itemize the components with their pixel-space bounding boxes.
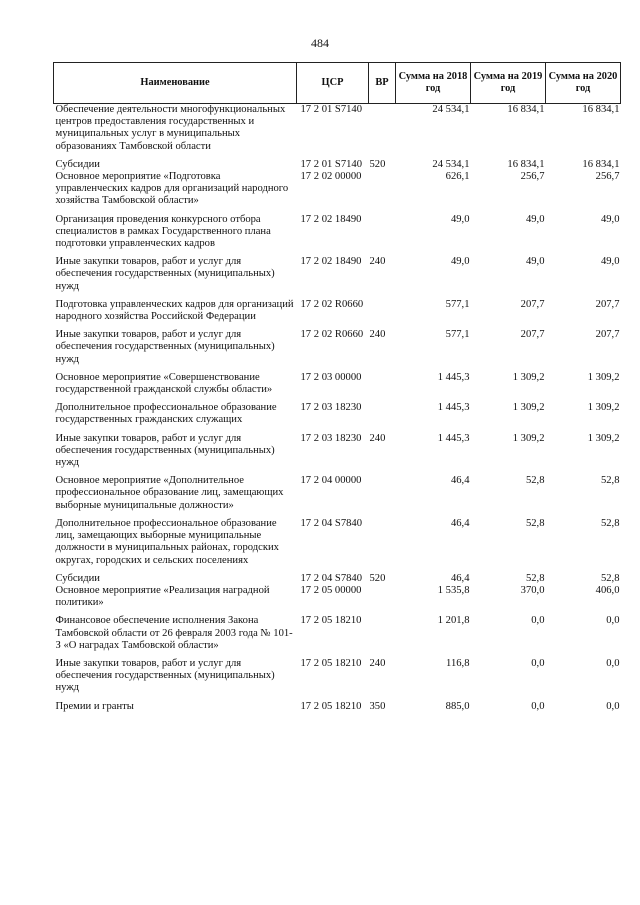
table-row [54,573,621,585]
row-name: Финансовое обеспечение исполнения Закона Тамбовской области от 26 февраля 2003 года № 101-З «О наградах Тамбовской области» [55,615,293,651]
row-csr: 17 2 05 00000 [300,584,362,596]
row-sum-2018: 1 445,3 [437,432,470,444]
table-row [54,402,621,432]
header-vr: ВР [369,63,396,104]
row-sum-2020: 1 309,2 [587,371,620,383]
row-name: Иные закупки товаров, работ и услуг для обеспечения государственных (муниципальных) нужд [55,432,275,469]
row-name: Организация проведения конкурсного отбора специалистов в рамках Государственного плана подготовки управленческих кадров [55,213,271,250]
row-vr [369,372,396,402]
row-csr: 17 2 04 S7840 [300,517,363,529]
row-sum-2020: 52,8 [600,475,620,487]
table-row [54,475,621,518]
row-sum-2020: 0,0 [606,615,620,627]
row-vr [369,475,396,518]
row-sum-2019: 16 834,1 [507,158,545,170]
row-sum-2020: 16 834,1 [582,104,620,115]
row-sum-2019: 256,7 [520,171,545,183]
row-sum-2019: 52,8 [525,475,545,487]
row-sum-2018: 49,0 [450,256,470,268]
row-csr: 17 2 02 R0660 [300,298,364,310]
table-header-row [54,63,621,104]
row-csr: 17 2 04 S7840 [300,572,363,584]
budget-table [53,62,621,719]
row-vr: 240 [369,432,386,444]
row-sum-2019: 52,8 [525,517,545,529]
row-vr [369,585,396,615]
row-vr: 240 [369,256,386,268]
row-name: Обеспечение деятельности многофункциональных центров предоставления государственных и муниципальных услуг в муниципальных образованиях Тамбовской области [55,104,286,152]
row-name: Субсидии [55,158,100,170]
row-name: Подготовка управленческих кадров для организаций народного хозяйства Российской Федерации [55,298,294,323]
row-vr: 350 [369,700,386,712]
row-sum-2019: 1 309,2 [512,371,545,383]
row-vr: 240 [369,329,386,341]
row-name: Основное мероприятие «Подготовка управленческих кадров для организаций народного хозяйства Тамбовской области» [55,171,289,207]
row-csr: 17 2 04 00000 [300,475,362,487]
row-sum-2018: 116,8 [446,657,470,669]
header-sum-2018: Сумма на 2018 год [396,63,471,104]
table-row [54,372,621,402]
row-sum-2019: 0,0 [531,700,545,712]
row-sum-2020: 406,0 [595,584,620,596]
row-sum-2018: 626,1 [445,171,470,183]
row-sum-2018: 577,1 [445,298,470,310]
row-csr: 17 2 01 S7140 [300,104,363,115]
row-sum-2018: 46,4 [450,475,470,487]
row-name: Дополнительное профессиональное образование лиц, замещающих выборные муниципальные должности в муниципальных районах, городских округах, городских и сельских поселениях [55,517,279,566]
header-sum-2020: Сумма на 2020 год [546,63,621,104]
row-vr [369,615,396,658]
row-name: Дополнительное профессиональное образование государственных гражданских служащих [55,402,277,426]
row-vr [369,104,396,159]
row-vr [369,214,396,257]
table-body [54,104,621,719]
row-name: Субсидии [55,572,100,584]
row-sum-2019: 1 309,2 [512,432,545,444]
row-sum-2018: 1 201,8 [437,615,470,627]
table-row [54,518,621,573]
table-row [54,214,621,257]
row-sum-2019: 49,0 [525,213,545,225]
row-sum-2018: 577,1 [445,329,470,341]
row-sum-2020: 49,0 [600,213,620,225]
row-sum-2019: 49,0 [525,256,545,268]
row-sum-2018: 885,0 [445,700,470,712]
row-csr: 17 2 02 R0660 [300,329,364,341]
row-sum-2019: 0,0 [531,657,545,669]
page-number: 484 [311,36,329,50]
row-vr [369,402,396,432]
row-csr: 17 2 02 18490 [300,256,362,268]
row-vr: 240 [369,657,386,669]
row-sum-2019: 52,8 [525,572,545,584]
table-row [54,256,621,299]
header-csr: ЦСР [297,63,369,104]
row-name: Основное мероприятие «Совершенствование государственной гражданской службы области» [55,371,273,396]
row-name: Основное мероприятие «Дополнительное профессиональное образование лиц, замещающих выборные муниципальные должности» [55,475,284,511]
row-sum-2018: 49,0 [450,213,470,225]
row-sum-2018: 24 534,1 [432,158,470,170]
row-sum-2018: 1 535,8 [437,584,470,596]
table-row [54,615,621,658]
row-csr: 17 2 01 S7140 [300,158,363,170]
row-sum-2019: 16 834,1 [507,104,545,115]
row-sum-2020: 0,0 [606,700,620,712]
row-name: Премии и гранты [55,700,134,712]
row-csr: 17 2 05 18210 [300,657,362,669]
row-sum-2020: 16 834,1 [582,158,620,170]
row-vr [369,518,396,573]
row-name: Иные закупки товаров, работ и услуг для обеспечения государственных (муниципальных) нужд [55,657,275,694]
row-csr: 17 2 02 18490 [300,213,362,225]
row-csr: 17 2 02 00000 [300,171,362,183]
row-sum-2019: 207,7 [520,298,545,310]
row-name: Основное мероприятие «Реализация наградной политики» [55,584,270,609]
row-sum-2020: 207,7 [595,298,620,310]
table-row [54,701,621,719]
table-row [54,585,621,615]
table-row [54,329,621,372]
header-name: Наименование [54,63,297,104]
row-csr: 17 2 05 18210 [300,700,362,712]
row-name: Иные закупки товаров, работ и услуг для обеспечения государственных (муниципальных) нужд [55,329,275,365]
row-sum-2020: 1 309,2 [587,402,620,414]
row-name: Иные закупки товаров, работ и услуг для обеспечения государственных (муниципальных) нужд [55,256,275,292]
row-sum-2020: 52,8 [600,572,620,584]
row-sum-2019: 1 309,2 [512,402,545,414]
row-csr: 17 2 03 18230 [300,402,362,414]
table-row [54,159,621,171]
row-sum-2018: 1 445,3 [437,371,470,383]
row-sum-2020: 49,0 [600,256,620,268]
table-row [54,433,621,476]
row-sum-2019: 207,7 [520,329,545,341]
table-row [54,171,621,214]
row-sum-2018: 46,4 [450,517,470,529]
row-sum-2018: 46,4 [450,572,470,584]
row-vr: 520 [369,572,386,584]
row-sum-2020: 207,7 [595,329,620,341]
table-row [54,658,621,701]
row-sum-2020: 0,0 [606,657,620,669]
row-sum-2020: 52,8 [600,517,620,529]
row-csr: 17 2 05 18210 [300,615,362,627]
row-csr: 17 2 03 00000 [300,371,362,383]
row-vr [369,299,396,329]
table-row [54,299,621,329]
row-csr: 17 2 03 18230 [300,432,362,444]
row-vr [369,171,396,214]
header-sum-2019: Сумма на 2019 год [471,63,546,104]
row-sum-2018: 24 534,1 [432,104,470,115]
row-sum-2019: 370,0 [520,584,545,596]
row-sum-2018: 1 445,3 [437,402,470,414]
table-row [54,104,621,159]
row-vr: 520 [369,158,386,170]
row-sum-2019: 0,0 [531,615,545,627]
row-sum-2020: 256,7 [595,171,620,183]
row-sum-2020: 1 309,2 [587,432,620,444]
